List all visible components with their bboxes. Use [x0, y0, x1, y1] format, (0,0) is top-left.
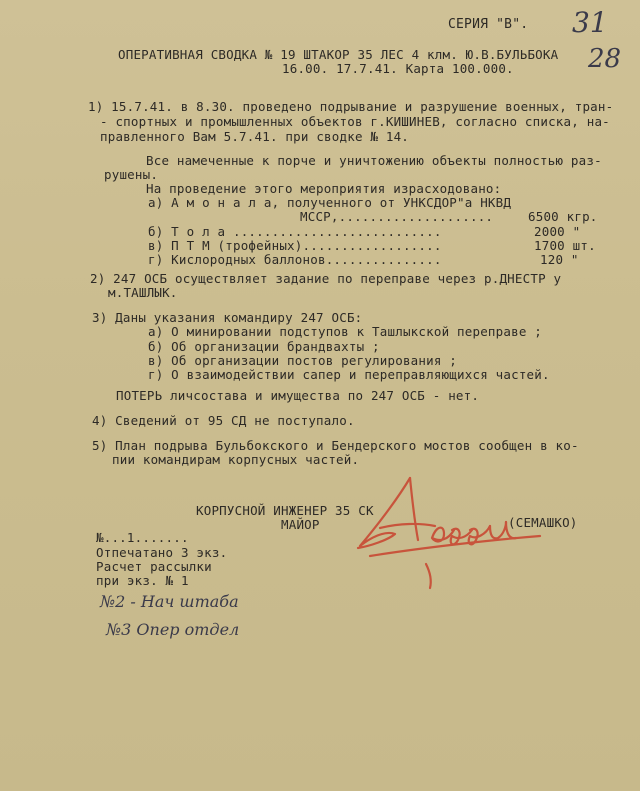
document-subtitle: 16.00. 17.7.41. Карта 100.000.: [282, 61, 514, 76]
item-3-line-1: 3) Даны указания командиру 247 ОСБ:: [92, 310, 363, 325]
distribution-copy-3: №3 Опер отдел: [106, 620, 240, 639]
distribution-copy-2: №2 - Нач штаба: [100, 592, 239, 611]
item-1-a-line-2: МССР,....................: [300, 209, 494, 224]
item-4: 4) Сведений от 95 СД не поступало.: [92, 413, 355, 428]
distribution-copy-1: при экз. № 1: [96, 573, 189, 588]
item-1-a-line-1: а) А м о н а л а, полученного от УНКСДОР"а НКВД: [148, 195, 512, 210]
document-title: ОПЕРАТИВНАЯ СВОДКА № 19 ШТАКОР 35 ЛЕС 4 клм. Ю.В.БУЛЬБОКА: [118, 47, 559, 62]
item-1-b-value: 2000 ": [534, 224, 581, 239]
signatory-title: КОРПУСНОЙ ИНЖЕНЕР 35 СК: [196, 503, 374, 518]
document-number: №...1.......: [96, 530, 189, 545]
page-number-top: 31: [572, 6, 608, 39]
signatory-rank: МАЙОР: [281, 517, 320, 532]
series-label: СЕРИЯ "В".: [448, 17, 529, 32]
item-1-a-value: 6500 кгр.: [528, 209, 598, 224]
item-1-c: в) П Т М (трофейных)..................: [148, 238, 442, 253]
item-1-b: б) Т о л а ...........................: [148, 224, 442, 239]
item-1-line-4: Все намеченные к порче и уничтожению объекты полностью раз-: [146, 153, 602, 168]
item-2-line-2: м.ТАШЛЫК.: [108, 285, 178, 300]
handwritten-signature: [340, 468, 560, 598]
distribution-calc: Расчет рассылки: [96, 559, 212, 574]
item-5-line-2: пии командирам корпусных частей.: [112, 452, 360, 467]
item-1-line-1: 1) 15.7.41. в 8.30. проведено подрывание и разрушение военных, тран-: [88, 99, 614, 114]
copies-printed: Отпечатано 3 экз.: [96, 545, 228, 560]
item-1-d-value: 120 ": [540, 252, 579, 267]
item-1-c-value: 1700 шт.: [534, 238, 596, 253]
item-3-c: в) Об организации постов регулирования ;: [148, 353, 458, 368]
page-number-side: 28: [588, 44, 622, 74]
item-1-line-3: правленного Вам 5.7.41. при сводке № 14.: [100, 129, 410, 144]
item-1-line-2: - спортных и промышленных объектов г.КИШИНЕВ, согласно списка, на-: [100, 114, 610, 129]
item-5-line-1: 5) План подрыва Бульбокского и Бендерского мостов сообщен в ко-: [92, 438, 579, 453]
item-3-a: а) О минировании подступов к Ташлыкской переправе ;: [148, 324, 543, 339]
losses-line: ПОТЕРЬ личсостава и имущества по 247 ОСБ - нет.: [116, 388, 480, 403]
item-3-b: б) Об организации брандвахты ;: [148, 339, 380, 354]
item-1-line-5: рушены.: [104, 167, 159, 182]
item-1-d: г) Кислородных баллонов...............: [148, 252, 442, 267]
signatory-name: (СЕМАШКО): [508, 515, 578, 530]
item-1-line-6: На проведение этого мероприятия израсходовано:: [146, 181, 502, 196]
item-2-line-1: 2) 247 ОСБ осуществляет задание по переправе через р.ДНЕСТР у: [90, 271, 562, 286]
item-3-d: г) О взаимодействии сапер и переправляющихся частей.: [148, 367, 550, 382]
